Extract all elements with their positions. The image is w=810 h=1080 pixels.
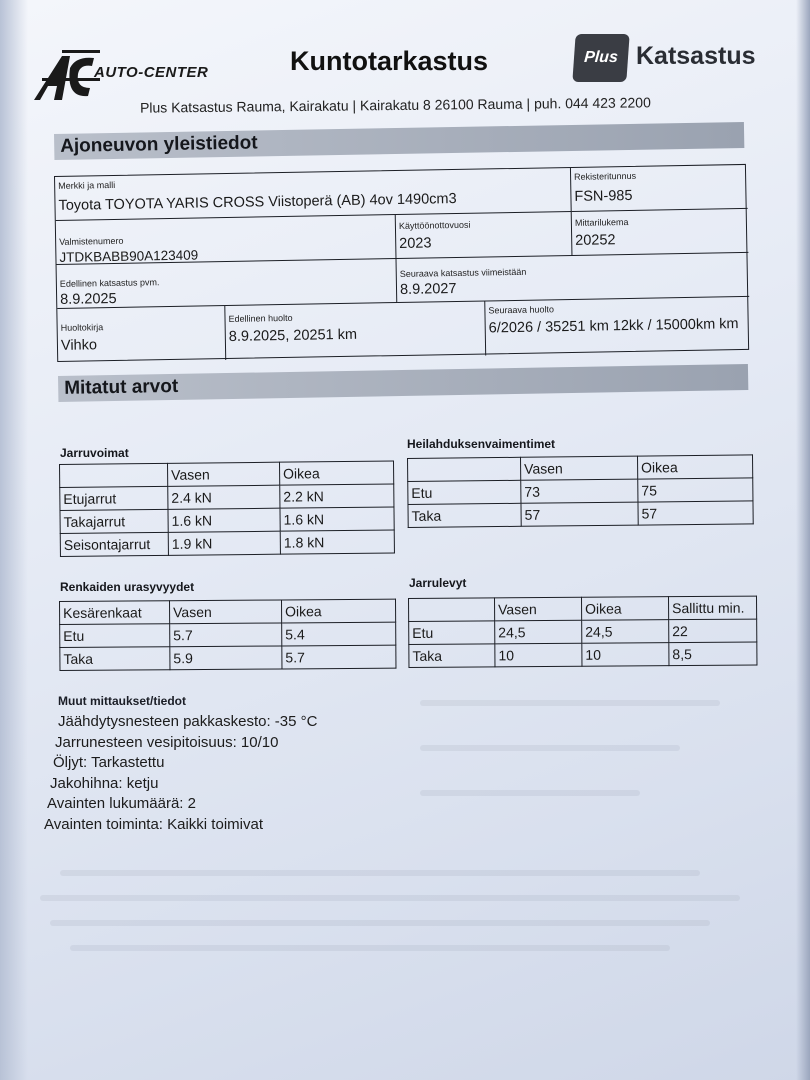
table-cell: Etu xyxy=(408,480,521,504)
table-cell: 24,5 xyxy=(582,620,669,644)
vin-value: JTDKBABB90A123409 xyxy=(59,247,199,265)
table-cell: 73 xyxy=(521,479,638,503)
table-cell: 24,5 xyxy=(495,620,582,644)
section-title-vehicle: Ajoneuvon yleistiedot xyxy=(60,132,258,157)
company-address: Plus Katsastus Rauma, Kairakatu | Kairakatu 8 26100 Rauma | puh. 044 423 2200 xyxy=(139,94,651,116)
vehicle-info-grid xyxy=(54,164,749,362)
tires-title: Renkaiden urasyvyydet xyxy=(60,580,195,594)
reg-value: FSN-985 xyxy=(574,187,633,205)
table-cell: Oikea xyxy=(281,599,395,623)
next-inspection-value: 8.9.2027 xyxy=(399,280,457,298)
prev-service-label: Edellinen huolto xyxy=(228,312,293,324)
page-title: Kuntotarkastus xyxy=(290,46,489,76)
table-cell: Etu xyxy=(409,621,495,645)
brakes-title: Jarruvoimat xyxy=(60,446,129,460)
plus-katsastus-logo xyxy=(574,34,774,84)
next-service-value: 6/2026 / 35251 km 12kk / 15000km km xyxy=(488,316,739,337)
table-cell: Oikea xyxy=(637,455,752,479)
plus-logo-box: Plus xyxy=(572,34,629,82)
list-item: Jarrunesteen vesipitoisuus: 10/10 xyxy=(55,733,279,751)
table-cell: Sallittu min. xyxy=(668,596,756,620)
table-cell: Etujarrut xyxy=(60,486,168,510)
year-label: Käyttöönottovuosi xyxy=(398,219,471,231)
table-cell: 22 xyxy=(669,619,757,643)
table-cell: 57 xyxy=(638,501,753,525)
bleed-through-line xyxy=(60,870,700,876)
cell-prev-service xyxy=(225,301,486,360)
table-cell: 10 xyxy=(582,643,669,667)
table-cell: Taka xyxy=(409,644,495,668)
table-cell: Kesärenkaat xyxy=(60,601,170,625)
table-header-row xyxy=(60,599,396,624)
table-cell: 1.6 kN xyxy=(280,507,394,531)
service-book-label: Huoltokirja xyxy=(60,322,104,333)
katsastus-wordmark: Katsastus xyxy=(636,42,756,70)
cell-reg xyxy=(571,165,748,212)
table-row xyxy=(60,622,396,647)
cell-prev-inspection xyxy=(57,259,398,309)
other-measurements-title: Muut mittaukset/tiedot xyxy=(58,694,186,708)
prev-service-value: 8.9.2025, 20251 km xyxy=(228,326,358,345)
table-cell: 5.9 xyxy=(170,646,282,670)
table-cell xyxy=(408,457,521,481)
cell-odometer xyxy=(572,209,749,256)
list-item: Jäähdytysnesteen pakkaskesto: -35 °C xyxy=(58,713,318,730)
next-inspection-label: Seuraava katsastus viimeistään xyxy=(399,266,527,279)
list-item: Avainten lukumäärä: 2 xyxy=(47,795,196,812)
year-value: 2023 xyxy=(399,235,432,252)
bleed-through-line xyxy=(50,920,710,926)
section-bar-vehicle xyxy=(54,122,744,160)
table-row xyxy=(408,501,753,528)
bleed-through-line xyxy=(420,700,720,706)
cell-vin xyxy=(56,215,397,265)
table-cell: Vasen xyxy=(520,456,637,480)
table-cell: 1.6 kN xyxy=(168,508,280,532)
brakes-table xyxy=(59,460,395,557)
table-cell xyxy=(409,598,495,622)
make-label: Merkki ja malli xyxy=(58,179,116,191)
list-item: Avainten toiminta: Kaikki toimivat xyxy=(44,815,263,833)
table-cell: 2.2 kN xyxy=(280,484,394,508)
cell-year xyxy=(396,212,573,259)
cell-next-service xyxy=(485,297,750,356)
discs-table xyxy=(408,596,757,668)
table-header-row xyxy=(409,596,757,621)
cell-service-book xyxy=(57,306,226,363)
auto-center-logo xyxy=(32,48,222,106)
table-cell: Vasen xyxy=(495,597,582,621)
auto-center-wordmark: AUTO-CENTER xyxy=(94,64,209,81)
table-cell: 1.8 kN xyxy=(280,530,394,554)
table-cell: 8,5 xyxy=(669,642,757,666)
shocks-title: Heilahduksenvaimentimet xyxy=(407,437,556,451)
table-cell xyxy=(60,463,168,487)
table-cell: Oikea xyxy=(279,461,393,485)
tires-table xyxy=(59,599,396,671)
shocks-table xyxy=(407,454,754,528)
table-row xyxy=(60,530,394,556)
auto-center-logo-icon xyxy=(32,48,102,104)
table-cell: 10 xyxy=(495,643,582,667)
odometer-value: 20252 xyxy=(575,232,616,249)
table-cell: Vasen xyxy=(167,462,279,486)
table-cell: 5.7 xyxy=(170,623,282,647)
table-cell: 2.4 kN xyxy=(168,485,280,509)
bleed-through-line xyxy=(420,745,680,751)
prev-inspection-value: 8.9.2025 xyxy=(60,290,117,308)
table-cell: 5.4 xyxy=(282,622,396,646)
table-cell: 75 xyxy=(638,478,753,502)
table-cell: Oikea xyxy=(581,597,668,621)
vin-label: Valmistenumero xyxy=(59,235,124,247)
table-cell: 1.9 kN xyxy=(168,531,280,555)
bleed-through-line xyxy=(70,945,670,951)
table-row xyxy=(60,645,396,670)
odometer-label: Mittarilukema xyxy=(574,216,629,228)
make-value: Toyota TOYOTA YARIS CROSS Viistoperä (AB) 4ov 1490cm3 xyxy=(58,190,457,214)
cell-next-inspection xyxy=(397,253,750,303)
list-item: Jakohihna: ketju xyxy=(50,774,159,792)
list-item: Öljyt: Tarkastettu xyxy=(53,754,165,771)
prev-inspection-label: Edellinen katsastus pvm. xyxy=(59,277,160,289)
service-book-value: Vihko xyxy=(60,337,98,354)
table-cell: Takajarrut xyxy=(60,509,168,533)
reg-label: Rekisteritunnus xyxy=(574,170,637,182)
next-service-label: Seuraava huolto xyxy=(488,304,555,316)
table-cell: Etu xyxy=(60,624,170,648)
section-title-measured: Mitatut arvot xyxy=(64,375,179,399)
other-measurements xyxy=(44,694,317,835)
table-cell: Taka xyxy=(60,647,170,671)
section-bar-measured xyxy=(58,364,748,402)
table-row xyxy=(409,642,757,667)
table-cell: Seisontajarrut xyxy=(60,532,168,556)
bleed-through-line xyxy=(40,895,740,901)
bleed-through-line xyxy=(420,790,640,796)
table-row xyxy=(409,619,757,644)
table-cell: 57 xyxy=(521,502,638,526)
discs-title: Jarrulevyt xyxy=(409,576,467,590)
table-cell: 5.7 xyxy=(282,645,396,669)
table-cell: Taka xyxy=(408,503,521,527)
table-cell: Vasen xyxy=(170,600,282,624)
